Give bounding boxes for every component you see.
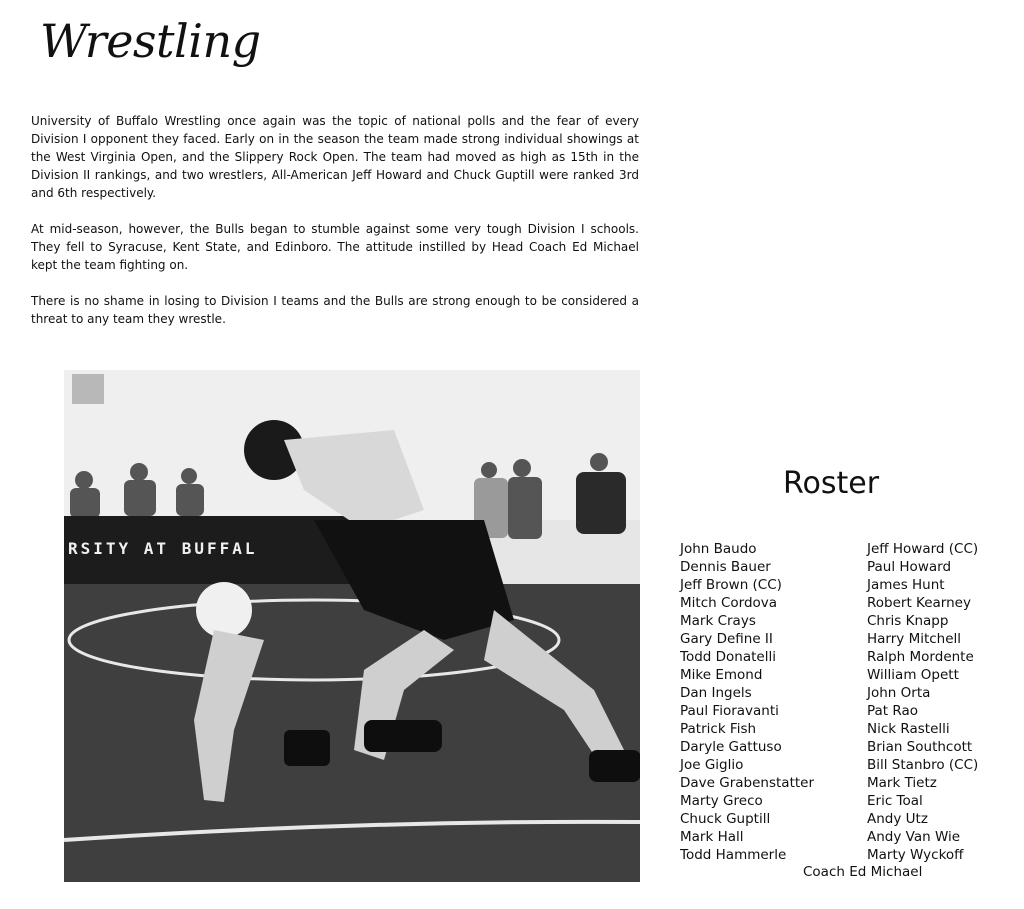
roster-name: Todd Hammerle (680, 847, 787, 863)
roster-name: Dave Grabenstatter (680, 775, 815, 791)
roster-name: Dan Ingels (680, 685, 752, 701)
article-paragraph: At mid-season, however, the Bulls began to stumble against some very tough Division I schools. They fell to Syracuse, Kent State, and Edinboro. The attitude instilled by Head Coach Ed Michael kept the team fighting on. (31, 222, 639, 272)
article-paragraph: There is no shame in losing to Division I teams and the Bulls are strong enough to be considered a threat to any team they wrestle. (31, 294, 639, 326)
roster-name: Jeff Howard (CC) (867, 541, 979, 557)
roster-name: Marty Greco (680, 793, 763, 809)
roster-name: William Opett (867, 667, 959, 683)
roster-name: Brian Southcott (867, 739, 973, 755)
banner-text: RSITY AT BUFFAL (68, 539, 258, 558)
roster-name: Chris Knapp (867, 613, 949, 629)
roster-name: Daryle Gattuso (680, 739, 782, 755)
roster-name: Chuck Guptill (680, 811, 771, 827)
roster-name: Patrick Fish (680, 721, 757, 737)
roster-name: Mark Tietz (867, 775, 937, 791)
roster-name: Pat Rao (867, 703, 919, 719)
roster-name: Paul Howard (867, 559, 952, 575)
roster-coach: Coach Ed Michael (803, 864, 923, 880)
roster-name: Eric Toal (867, 793, 923, 809)
roster-name: James Hunt (867, 577, 945, 593)
roster-name: Jeff Brown (CC) (680, 577, 782, 593)
roster-name: Andy Utz (867, 811, 928, 827)
roster-left-column (680, 540, 814, 864)
wrestling-photo (64, 370, 640, 882)
roster-name: Mark Crays (680, 613, 756, 629)
article-body (31, 112, 639, 346)
roster-name: Todd Donatelli (680, 649, 776, 665)
roster-right-column (867, 540, 978, 864)
roster-name: Bill Stanbro (CC) (867, 757, 979, 773)
roster-name: Nick Rastelli (867, 721, 950, 737)
roster-name: Andy Van Wie (867, 829, 961, 845)
roster-name: John Baudo (680, 541, 757, 557)
roster-name: Robert Kearney (867, 595, 971, 611)
roster-name: Mark Hall (680, 829, 744, 845)
roster-name: Ralph Mordente (867, 649, 974, 665)
roster-name: Mike Emond (680, 667, 763, 683)
roster-name: Joe Giglio (680, 757, 744, 773)
roster-name: Marty Wyckoff (867, 847, 964, 863)
roster-name: Harry Mitchell (867, 631, 962, 647)
roster-name: Gary Define II (680, 631, 773, 647)
page-title: Wrestling (40, 14, 261, 68)
roster-name: Paul Fioravanti (680, 703, 779, 719)
roster-name: Mitch Cordova (680, 595, 778, 611)
roster-name: John Orta (867, 685, 931, 701)
roster-name: Dennis Bauer (680, 559, 771, 575)
roster-title: Roster (783, 466, 880, 501)
article-paragraph: University of Buffalo Wrestling once again was the topic of national polls and the fear of every Division I opponent they faced. Early on in the season the team made strong individual showings at the West Virginia Open, and the Slippery Rock Open. The team had moved as high as 15th in the Division II rankings, and two wrestlers, All-American Jeff Howard and Chuck Guptill were ranked 3rd and 6th respectively. (31, 114, 639, 200)
